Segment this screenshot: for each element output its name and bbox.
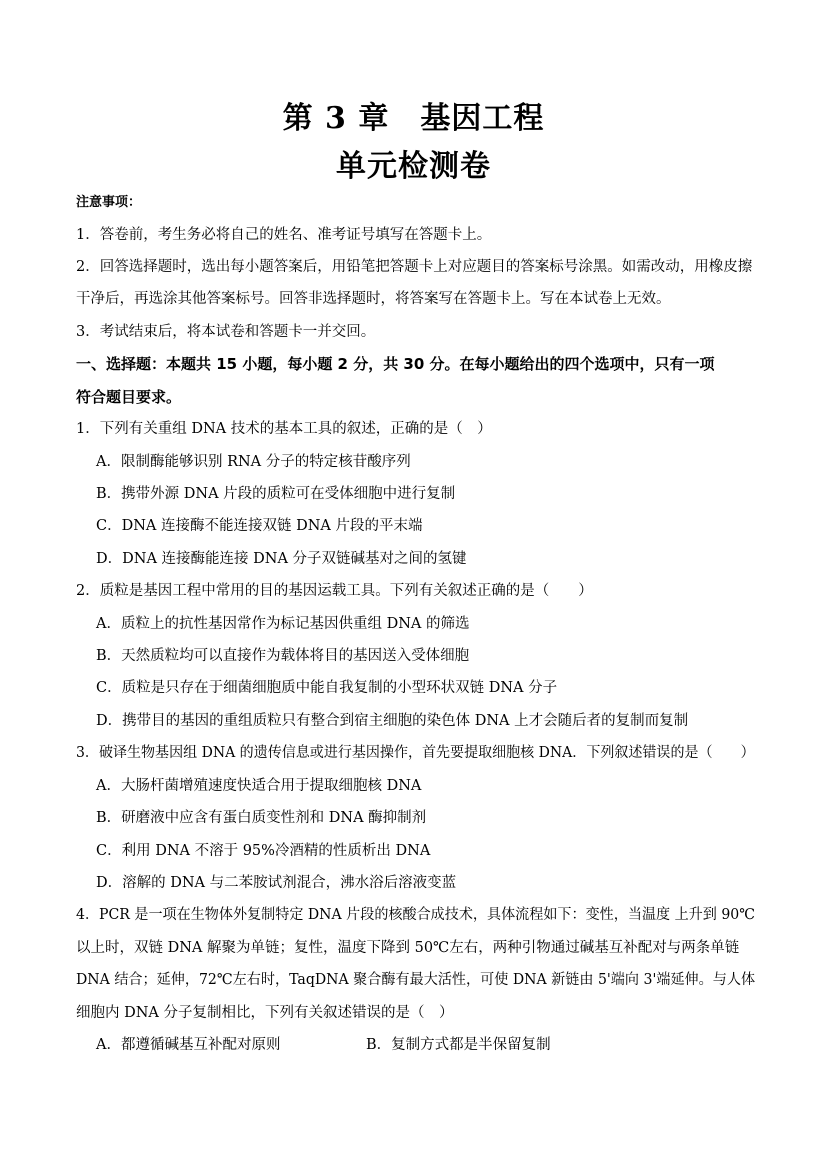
notice-heading: 注意事项：: [76, 195, 142, 210]
notice-item: 干净后，再选涂其他答案标号。回答非选择题时，将答案写在答题卡上。写在本试卷上无效。: [76, 291, 671, 307]
question-option: A．质粒上的抗性基因常作为标记基因供重组 DNA 的筛选: [96, 616, 470, 632]
document-subtitle: 单元检测卷: [336, 149, 491, 184]
question-option: C．利用 DNA 不溶于 95%冷酒精的性质析出 DNA: [96, 843, 431, 859]
question-option: B．研磨液中应含有蛋白质变性剂和 DNA 酶抑制剂: [96, 810, 427, 826]
question-stem: 细胞内 DNA 分子复制相比，下列有关叙述错误的是（ ）: [76, 1005, 454, 1021]
question-option: D．DNA 连接酶能连接 DNA 分子双链碱基对之间的氢键: [96, 551, 467, 567]
question-stem: 以上时，双链 DNA 解聚为单链；复性，温度下降到 50℃左右，两种引物通过碱基互补配对与两条单链: [76, 940, 740, 956]
question-stem: 1．下列有关重组 DNA 技术的基本工具的叙述，正确的是（ ）: [76, 421, 492, 437]
question-option: A．都遵循碱基互补配对原则: [96, 1037, 281, 1053]
question-option: C．DNA 连接酶不能连接双链 DNA 片段的平末端: [96, 518, 423, 534]
section-heading: 符合题目要求。: [76, 388, 182, 406]
notice-item: 3．考试结束后，将本试卷和答题卡一并交回。: [76, 324, 376, 340]
notice-item: 1．答卷前，考生务必将自己的姓名、准考证号填写在答题卡上。: [76, 227, 492, 243]
question-stem: 2．质粒是基因工程中常用的目的基因运载工具。下列有关叙述正确的是（ ）: [76, 583, 593, 599]
question-stem: 4．PCR 是一项在生物体外复制特定 DNA 片段的核酸合成技术，具体流程如下：变性，当温度 上升到 90℃: [76, 907, 756, 923]
question-option: D．溶解的 DNA 与二苯胺试剂混合，沸水浴后溶液变蓝: [96, 875, 457, 891]
question-option: D．携带目的基因的重组质粒只有整合到宿主细胞的染色体 DNA 上才会随后者的复制而复制: [96, 713, 689, 729]
question-option: A．大肠杆菌增殖速度快适合用于提取细胞核 DNA: [96, 778, 422, 794]
notice-item: 2．回答选择题时，选出每小题答案后，用铅笔把答题卡上对应题目的答案标号涂黑。如需改动，用橡皮擦: [76, 259, 753, 275]
question-option: C．质粒是只存在于细菌细胞质中能自我复制的小型环状双链 DNA 分子: [96, 680, 558, 696]
document-title: 第 3 章 基因工程: [282, 101, 545, 136]
question-option: A．限制酶能够识别 RNA 分子的特定核苷酸序列: [96, 454, 411, 470]
section-heading: 一、选择题：本题共 15 小题，每小题 2 分，共 30 分。在每小题给出的四个选项中，只有一项: [76, 355, 715, 373]
question-stem: DNA 结合；延伸，72℃左右时，TaqDNA 聚合酶有最大活性，可使 DNA 新链由 5'端向 3'端延伸。与人体: [76, 972, 756, 988]
question-stem: 3．破译生物基因组 DNA 的遗传信息或进行基因操作，首先要提取细胞核 DNA．下列叙述错误的是（ ）: [76, 745, 755, 761]
question-option: B．天然质粒均可以直接作为载体将目的基因送入受体细胞: [96, 648, 470, 664]
question-option: B．携带外源 DNA 片段的质粒可在受体细胞中进行复制: [96, 486, 456, 502]
question-option: B．复制方式都是半保留复制: [366, 1037, 551, 1053]
